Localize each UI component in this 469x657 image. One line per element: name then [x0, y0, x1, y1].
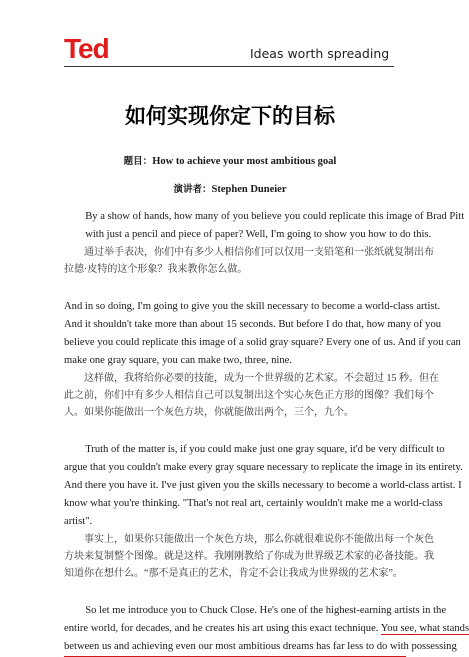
ted-logo: Ted — [64, 33, 109, 64]
text-line: 此之前，你们中有多少人相信自己可以复制出这个实心灰色正方形的图像？我们每个 — [64, 390, 434, 401]
text-line: 方块来复制整个图像。就是这样。我刚刚教给了你成为世界级艺术家的必备技能。我 — [64, 551, 434, 562]
text-line: with just a pencil and piece of paper? Well, I'm going to show you how to do this. — [85, 229, 432, 240]
text-line: believe you could replicate this image of a solid gray square? Every one of us. And if you can — [64, 337, 461, 348]
page-title: 如何实现你定下的目标 — [125, 104, 335, 128]
text-line: And it shouldn't take more than about 15 seconds. But before I do that, how many of you — [64, 319, 442, 330]
topic-line — [0, 155, 460, 169]
text-line: argue that you couldn't make every gray square necessary to replicate the image in its entirety. — [64, 462, 463, 473]
paragraph-english — [64, 208, 465, 244]
text-line: 知道你在想什么。“那不是真正的艺术，肯定不会让我成为世界级的艺术家”。 — [64, 568, 403, 579]
paragraph-chinese — [64, 244, 434, 278]
topic-label: 题目： — [123, 156, 153, 167]
highlighted-text: between us and achieving even our most ambitious dreams has far less to do with possessing — [64, 638, 406, 657]
speaker-value: Stephen Duneier — [211, 184, 287, 195]
paragraph-2 — [64, 298, 461, 421]
paragraph-gap — [64, 582, 406, 602]
text-segment: entire world, for decades, and he creates his art using this exact technique. — [64, 623, 381, 634]
text-line: 事实上，如果你只能做出一个灰色方块，那么你就很难说你不能做出每一个灰色 — [84, 534, 434, 545]
highlighted-text: You see, what stands — [380, 623, 469, 634]
paragraph-1 — [64, 208, 465, 278]
text-line: 人。如果你能做出一个灰色方块，你就能做出两个，三个，九个。 — [64, 407, 354, 418]
text-line: know what you're thinking. "That's not real art, certainly wouldn't make me a world-class — [64, 498, 443, 509]
text-line: Truth of the matter is, if you could make just one gray square, it'd be very difficult to — [85, 444, 445, 455]
paragraph-english — [64, 602, 469, 657]
paragraph-english — [64, 441, 463, 531]
paragraph-chinese — [64, 370, 439, 421]
paragraph-gap — [64, 421, 406, 441]
topic-value: How to achieve your most ambitious goal — [152, 156, 337, 167]
header — [0, 0, 460, 78]
speaker-label: 演讲者： — [173, 184, 212, 195]
transcript-body — [64, 208, 469, 657]
header-divider — [64, 66, 394, 67]
text-line: 拉德·皮特的这个形象？我来教你怎么做。 — [64, 264, 248, 275]
text-line: So let me introduce you to Chuck Close. He's one of the highest-earning artists in the — [85, 605, 447, 616]
text-line: make one gray square, you can make two, three, nine. — [64, 355, 292, 366]
paragraph-chinese — [64, 531, 434, 582]
paragraph-english — [64, 298, 461, 370]
text-line: 通过举手表决，你们中有多少人相信你们可以仅用一支铅笔和一张纸就复制出布 — [84, 247, 434, 258]
speaker-line — [0, 183, 460, 197]
text-line — [64, 620, 469, 638]
text-line: And in so doing, I'm going to give you the skill necessary to become a world-class artist. — [64, 301, 441, 312]
text-line: And there you have it. I've just given you the skills necessary to become a world-class artist. I — [64, 480, 462, 491]
paragraph-4 — [64, 602, 469, 657]
paragraph-gap — [64, 278, 406, 298]
text-line: By a show of hands, how many of you believe you could replicate this image of Brad Pitt — [85, 211, 465, 222]
text-line: artist". — [64, 516, 93, 527]
text-line: 这样做，我将给你必要的技能，成为一个世界级的艺术家。不会超过 15 秒。但在 — [84, 373, 439, 384]
tagline: Ideas worth spreading — [250, 46, 390, 61]
paragraph-3 — [64, 441, 463, 582]
